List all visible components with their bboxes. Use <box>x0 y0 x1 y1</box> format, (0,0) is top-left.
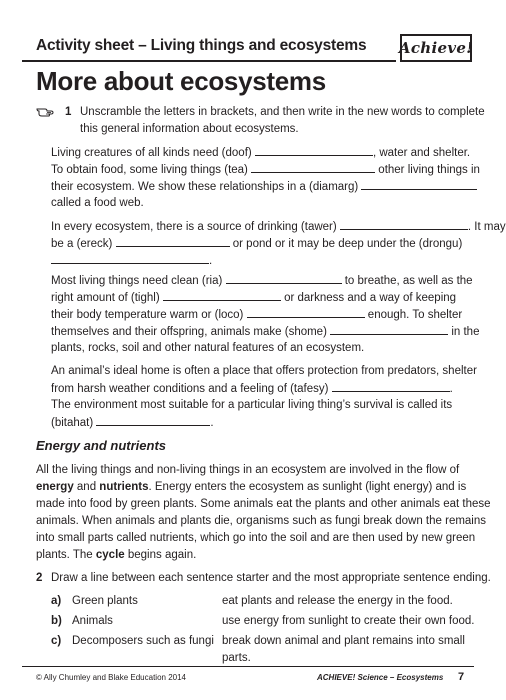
answer-blank-shome[interactable] <box>330 324 448 335</box>
s2-line-4: animals. When animals and plants die, organisms such as fungi break down the remains <box>36 515 487 527</box>
q1-number: 1 <box>65 106 72 118</box>
pointing-hand-icon <box>36 106 54 118</box>
s2-line-6 <box>36 548 196 562</box>
q1-instruction-2: this general information about ecosystems. <box>80 123 299 135</box>
p3-line-1 <box>51 273 473 288</box>
header <box>22 34 474 64</box>
p3-line-3 <box>51 307 462 322</box>
p4-line-3: The environment most suitable for a particular living thing’s survival is called its <box>51 399 453 411</box>
q2-ending-1[interactable]: eat plants and release the energy in the food. <box>222 595 453 607</box>
s2-l6-text-1: plants. The <box>36 549 96 561</box>
term-energy: energy <box>36 481 74 493</box>
p3-line-2 <box>51 290 456 305</box>
footer-series: ACHIEVE! Science – Ecosystems <box>317 673 444 682</box>
q2-ending-2[interactable]: use energy from sunlight to create their own food. <box>222 615 475 627</box>
p3-l1-text: Most living things need clean (ria) <box>51 275 223 287</box>
achieve-logo <box>400 34 472 62</box>
p4-line-2 <box>51 381 453 396</box>
p3-l3-text: their body temperature warm or (loco) <box>51 309 244 321</box>
p3-line-5: plants, rocks, soil and other natural features of an ecosystem. <box>51 342 365 354</box>
answer-blank-tea[interactable] <box>251 162 375 173</box>
answer-blank-bitahat[interactable] <box>96 415 210 426</box>
p2-line-3 <box>51 253 212 268</box>
p2-l1-text: In every ecosystem, there is a source of drinking (tawer) <box>51 221 337 233</box>
q2-item-a-label: a) <box>51 595 62 607</box>
p1-l3-text: their ecosystem. We show these relationships in a (diamarg) <box>51 181 359 193</box>
p3-l4-text: themselves and their offspring, animals make (shome) <box>51 326 327 338</box>
p4-l2-text-b: . <box>449 383 453 395</box>
p1-line-4: called a food web. <box>51 197 144 209</box>
p3-l3-text-b: enough. To shelter <box>367 309 463 321</box>
logo-text: Achieve! <box>398 39 474 57</box>
q2-item-b-label: b) <box>51 615 62 627</box>
p4-l4-text: (bitahat) <box>51 417 94 429</box>
s2-line-1: All the living things and non-living things in an ecosystem are involved in the flow of <box>36 464 460 476</box>
p3-l2-text-b: or darkness and a way of keeping <box>284 292 457 304</box>
answer-blank-diamarg[interactable] <box>361 179 477 190</box>
answer-blank-tawer[interactable] <box>340 219 468 230</box>
p3-l4-text-b: in the <box>451 326 480 338</box>
p4-l2-text: from harsh weather conditions and a feeling of (tafesy) <box>51 383 329 395</box>
p1-l2-text-b: other living things in <box>378 164 480 176</box>
term-nutrients: nutrients <box>99 481 149 493</box>
p2-l2-text: be a (ereck) <box>51 238 113 250</box>
p4-line-4 <box>51 415 214 430</box>
p1-l2-text: To obtain food, some living things (tea) <box>51 164 248 176</box>
header-title: Activity sheet – Living things and ecosystems <box>36 37 367 54</box>
p2-l1-text-b: . It may <box>467 221 506 233</box>
footer-copyright: © Ally Chumley and Blake Education 2014 <box>36 673 186 682</box>
q2-item-b-starter[interactable]: Animals <box>72 615 113 627</box>
s2-l2-text-1: and <box>73 481 100 493</box>
q2-item-a-starter[interactable]: Green plants <box>72 595 138 607</box>
answer-blank-ria[interactable] <box>226 273 342 284</box>
p1-l1-text-b: , water and shelter. <box>372 147 471 159</box>
s2-line-3: made into food by green plants. Some animals eat the plants and other animals eat these <box>36 498 491 510</box>
p4-l4-text-b: . <box>210 417 214 429</box>
p1-line-1 <box>51 145 470 160</box>
q2-ending-3[interactable]: break down animal and plant remains into small <box>222 635 465 647</box>
q2-instruction: Draw a line between each sentence starter and the most appropriate sentence ending. <box>51 572 491 584</box>
q2-number: 2 <box>36 572 43 584</box>
q2-ending-3-line-2: parts. <box>222 652 251 664</box>
answer-blank-ereck[interactable] <box>116 236 230 247</box>
p2-line-2 <box>51 236 462 251</box>
s2-l2-text-2: . Energy enters the ecosystem as sunlight (light energy) and is <box>148 481 467 493</box>
page-number: 7 <box>458 671 465 683</box>
section-heading-energy: Energy and nutrients <box>36 438 167 453</box>
answer-blank-loco[interactable] <box>247 307 365 318</box>
answer-blank-tighl[interactable] <box>163 290 281 301</box>
answer-blank-drongu[interactable] <box>51 253 209 264</box>
answer-blank-tafesy[interactable] <box>332 381 450 392</box>
s2-line-5: into small parts called nutrients, which go into the soil and are then used by new green <box>36 532 476 544</box>
p3-l2-text: right amount of (tighl) <box>51 292 160 304</box>
q2-item-c-label: c) <box>51 635 62 647</box>
p1-l1-text: Living creatures of all kinds need (doof) <box>51 147 252 159</box>
term-cycle: cycle <box>95 549 125 561</box>
p4-line-1: An animal’s ideal home is often a place that offers protection from predators, shelter <box>51 365 477 377</box>
q2-item-c-starter[interactable]: Decomposers such as fungi <box>72 635 214 647</box>
s2-line-2 <box>36 480 466 494</box>
p2-l2-text-b: or pond or it may be deep under the (drongu) <box>232 238 463 250</box>
answer-blank-doof[interactable] <box>255 145 373 156</box>
header-rule <box>22 60 396 62</box>
s2-l6-text-2: begins again. <box>124 549 197 561</box>
p1-line-2 <box>51 162 480 177</box>
p2-line-1 <box>51 219 506 234</box>
p2-l3-text-b: . <box>209 255 213 267</box>
p3-l1-text-b: to breathe, as well as the <box>344 275 473 287</box>
p3-line-4 <box>51 324 479 339</box>
page-title: More about ecosystems <box>36 66 326 96</box>
footer-rule <box>22 666 474 667</box>
p1-line-3 <box>51 179 477 194</box>
q1-instruction-1: Unscramble the letters in brackets, and then write in the new words to complete <box>80 106 485 118</box>
